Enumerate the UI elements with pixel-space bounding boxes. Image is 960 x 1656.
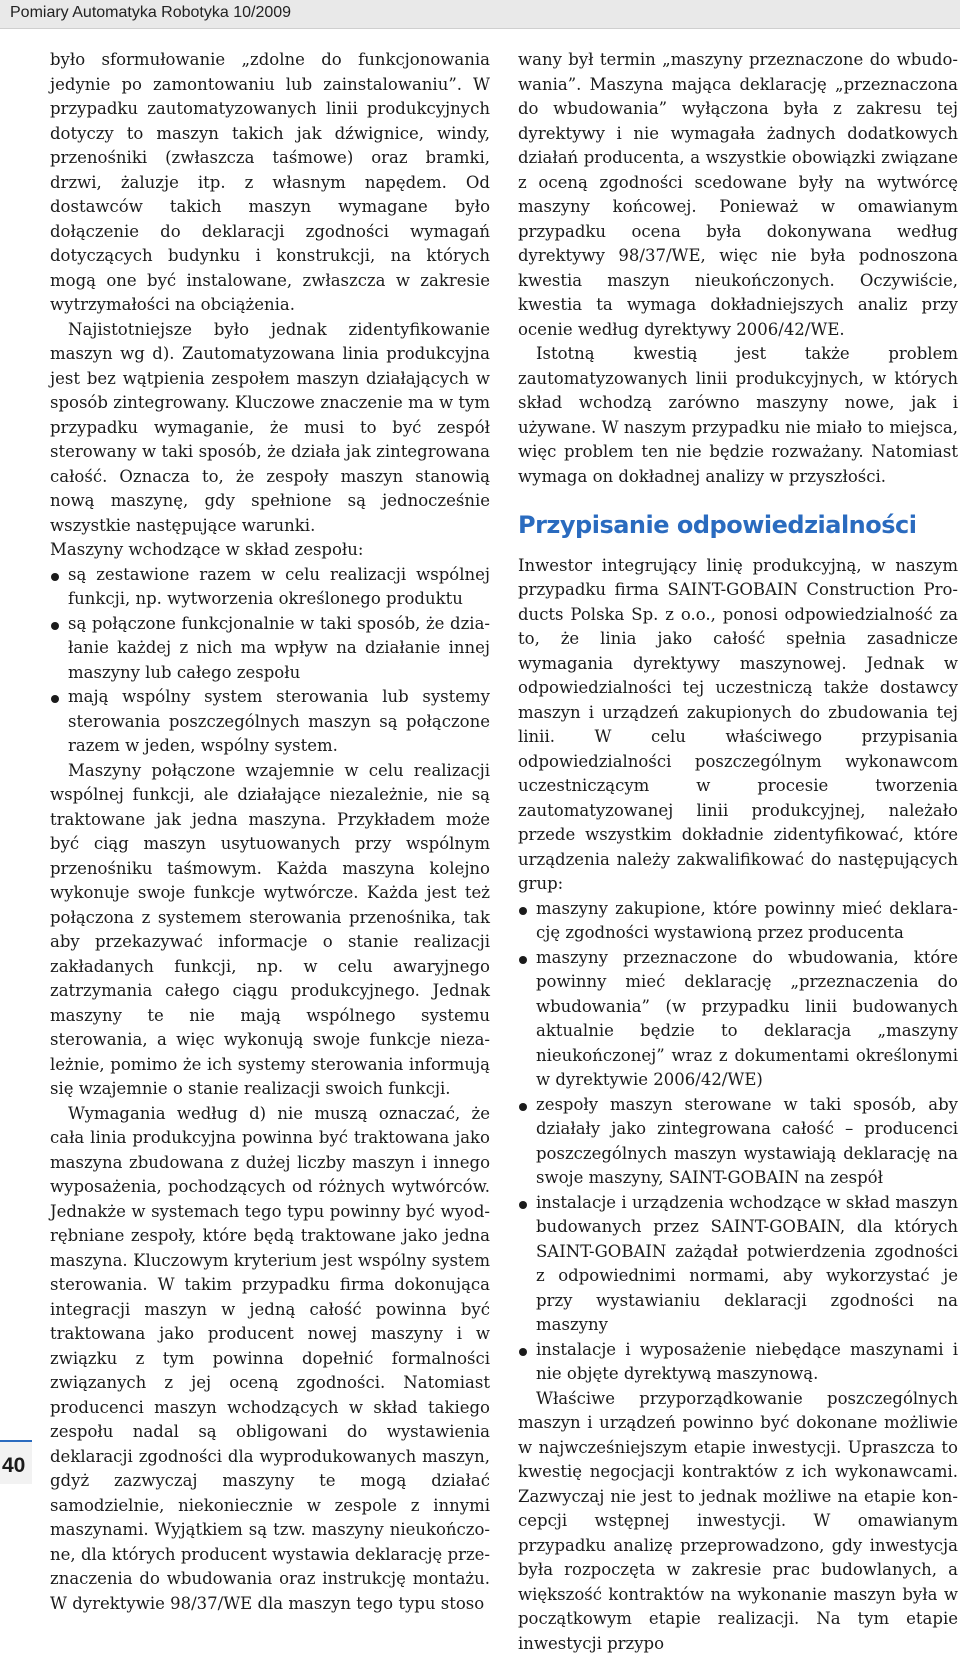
paragraph: Wymagania według d) nie muszą oznaczać, że cała linia produkcyjna powinna być traktowana jako maszyna zbudowana z dużej liczby maszyn i innego wyposażenia, pochodzących od różnych wytwórców. Jednakże w systemach tego typu powinny być wyodrębniane zespoły, które będą traktowane jako jedna maszyna. Kluczowym kryterium jest wspólny system sterowania. W takim przypadku firma dokonująca integracji maszyn w jedną całość powinna być traktowana jako producent nowej maszyny i w związku z tym powinna dopełnić formalności związanych z jej oceną zgodności. Natomiast producenci maszyn wchodzących w skład takiego zespołu nadal są obligowani do wystawienia deklaracji zgodności dla wyprodukowanych maszyn, gdyż zazwyczaj maszyny te mogą działać samodzielnie, niekoniecznie w zespole z innymi maszynami. Wyjątkiem są tzw. maszyny nieukończone, dla których producent wystawia deklarację przeznaczenia do wbudowania oraz instrukcję montażu. W dyrektywie 98/37/WE dla maszyn tego typu stoso	[50, 1102, 490, 1617]
page-header	[0, 0, 960, 29]
list-item	[518, 946, 958, 1093]
bullet-icon	[519, 907, 527, 915]
paragraph: Maszyny wchodzące w skład zespołu:	[50, 538, 490, 563]
paragraph: było sformułowanie „zdolne do funkcjonowania jedynie po zamontowaniu lub zainstalowaniu”. W przypadku zautomatyzowanych linii produkcyjnych dotyczy to maszyn takich jak dźwignice, windy, przenośniki (zwłaszcza taśmowe) oraz bramki, drzwi, żaluzje itp. z własnym napędem. Od dostawców takich maszyn wymagane było dołączenie do deklaracji zgodności wymagań dotyczących budynku i konstrukcji, na których mogą one być instalowane, zwłaszcza w zakresie wytrzymałości na obciążenia.	[50, 48, 490, 318]
bullet-icon	[519, 956, 527, 964]
list-item	[518, 1093, 958, 1191]
page-number: 40	[2, 1454, 25, 1478]
paragraph: Właściwe przyporządkowanie poszczególnych maszyn i urządzeń powinno być dokonane możliwie w najwcześniejszym etapie inwestycji. Upraszcza to kwestię negocjacji kontraktów z ich wykonawcami. Zazwyczaj nie jest to jednak możliwe na etapie koncepcji wstępnej inwestycji. W omawianym przypadku analizę przeprowadzono, gdy inwestycja była rozpoczęta w zakresie prac budowlanych, a większość kontraktów na wykonanie maszyn była w początkowym etapie realizacji. Na tym etapie inwestycji przypo	[518, 1387, 958, 1656]
list-item-text: maszyny przeznaczone do wbudowania, które powinny mieć deklarację „przeznaczenia do wbudowania” (w przypadku linii budowanych aktualnie będzie to deklaracja „maszyny nieukończonej” wraz z dokumentami określonymi w dyrektywie 2006/42/WE)	[536, 948, 958, 1090]
list-item	[518, 1191, 958, 1338]
page-number-box	[0, 1440, 32, 1484]
list-item	[518, 1338, 958, 1387]
list-item-text: zespoły maszyn sterowane w taki sposób, aby działały jako zintegrowana całość – producenci poszczególnych maszyn wystawiają deklarację na swoje maszyny, SAINT-GOBAIN na zespół	[536, 1095, 958, 1188]
paragraph: Inwestor integrujący linię produkcyjną, w naszym przypadku firma SAINT-GOBAIN Construction Products Polska Sp. z o.o., ponosi odpowiedzialność za to, że linia jako całość spełnia zasadnicze wymagania dyrektywy maszynowej. Jednak w odpowiedzialności tej uczestniczą także dostawcy maszyn i urządzeń zakupionych do zbudowania tej linii. W celu właściwego przypisania odpowiedzialności poszczególnym wykonawcom uczestniczącym w procesie tworzenia zautomatyzowanej linii produkcyjnej, należało przede wszystkim dokładnie zidentyfikować, które urządzenia należy zakwalifikować do następujących grup:	[518, 554, 958, 897]
list-item-text: są połączone funkcjonalnie w taki sposób, że działanie każdej z nich ma wpływ na działanie innej maszyny lub całego zespołu	[68, 614, 490, 682]
list-item-text: instalacje i urządzenia wchodzące w skład maszyn budowanych przez SAINT-GOBAIN, dla których SAINT-GOBAIN zażądał potwierdzenia zgodności z odpowiednimi normami, aby wykorzystać je przy wystawianiu deklaracji zgodności na maszyny	[536, 1193, 958, 1335]
list-item-text: są zestawione razem w celu realizacji wspólnej funkcji, np. wytworzenia określonego produktu	[68, 565, 490, 609]
bullet-icon	[519, 1348, 527, 1356]
journal-title: Pomiary Automatyka Robotyka 10/2009	[10, 4, 291, 22]
list-item	[50, 685, 490, 759]
bullet-icon	[519, 1103, 527, 1111]
bullet-icon	[51, 695, 59, 703]
paragraph: Istotną kwestią jest także problem zautomatyzowanych linii produkcyjnych, w których skład wchodzą zarówno maszyny nowe, jak i używane. W naszym przypadku nie miało to miejsca, więc problem ten nie będzie rozważany. Natomiast wymaga on dokładnej analizy w przyszłości.	[518, 342, 958, 489]
section-heading: Przypisanie odpowiedzialności	[518, 513, 958, 538]
left-column	[50, 48, 490, 1616]
list-item-text: maszyny zakupione, które powinny mieć deklarację zgodności wystawioną przez producenta	[536, 899, 958, 943]
paragraph: Maszyny połączone wzajemnie w celu realizacji wspólnej funkcji, ale działające niezależnie, nie są traktowane jak jedna maszyna. Przykładem może być ciąg maszyn usytuowanych przy wspólnym przenośniku taśmowym. Każda maszyna kolejno wykonuje swoje funkcje wytwórcze. Każda jest też połączona z systemem sterowania przenośnika, tak aby przekazywać informacje o stanie realizacji zakładanych funkcji, np. w celu awaryjnego zatrzymania całego ciągu produkcyjnego. Jednak maszyny te nie mają wspólnego systemu sterowania, a więc wykonują swoje funkcje niezależnie, pomimo że ich systemy sterowania informują się wzajemnie o stanie realizacji swoich funkcji.	[50, 759, 490, 1102]
paragraph: Najistotniejsze było jednak zidentyfikowanie maszyn wg d). Zautomatyzowana linia produkcyjna jest bez wątpienia zespołem maszyn działających w sposób zintegrowany. Kluczowe znaczenie ma w tym przypadku wymaganie, że musi to być zespół sterowany w taki sposób, że działa jak zintegrowana całość. Oznacza to, że zespoły maszyn stanowią nową maszynę, gdy spełnione są jednocześnie wszystkie następujące warunki.	[50, 318, 490, 539]
bullet-icon	[51, 573, 59, 581]
bullet-icon	[51, 622, 59, 630]
list-item-text: mają wspólny system sterowania lub systemy sterowania poszczególnych maszyn są połączone razem w jeden, wspólny system.	[68, 687, 490, 755]
paragraph: wany był termin „maszyny przeznaczone do wbudowania”. Maszyna mająca deklarację „przeznaczona do wbudowania” wyłączona była z zakresu tej dyrektywy i nie wymagała żadnych dodatkowych działań producenta, a wszystkie obowiązki związane z oceną zgodności scedowane były na wytwórcę maszyny końcowej. Ponieważ w omawianym przypadku ocena była dokonywana według dyrektywy 98/37/WE, więc nie była podnoszona kwestia maszyn nieukończonych. Oczywiście, kwestia ta wymaga dokładniejszych analiz przy ocenie według dyrektywy 2006/42/WE.	[518, 48, 958, 342]
right-column	[518, 48, 958, 1656]
list-item-text: instalacje i wyposażenie niebędące maszynami i nie objęte dyrektywą maszynową.	[536, 1340, 958, 1384]
list-item	[50, 612, 490, 686]
bullet-list	[50, 563, 490, 759]
bullet-list	[518, 897, 958, 1387]
list-item	[518, 897, 958, 946]
bullet-icon	[519, 1201, 527, 1209]
list-item	[50, 563, 490, 612]
